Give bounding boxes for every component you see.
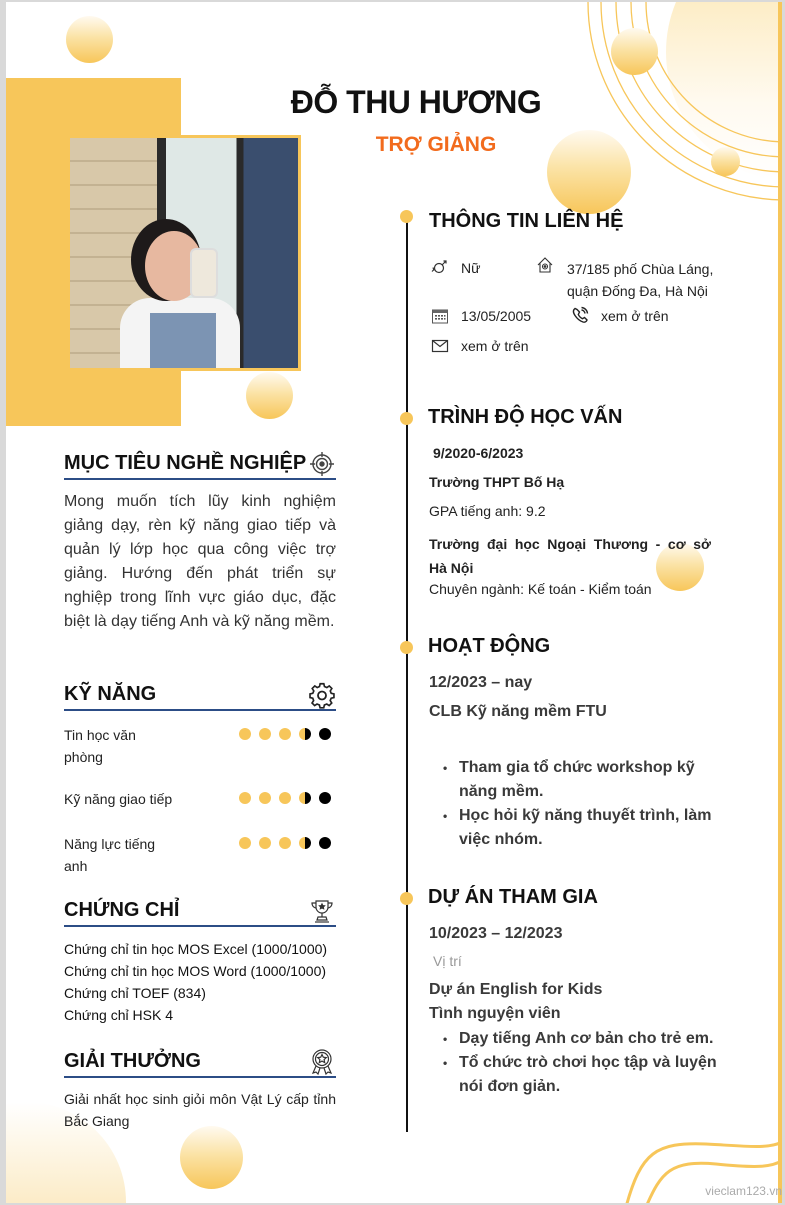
decorative-circle — [611, 28, 658, 75]
rating-dot-full — [239, 792, 251, 804]
rating-dot-full — [259, 837, 271, 849]
list-item: Chứng chỉ tin học MOS Excel (1000/1000) — [64, 941, 328, 957]
activities-bullet-list — [459, 756, 719, 852]
rating-dot-empty — [319, 837, 331, 849]
list-item: • Dạy tiếng Anh cơ bản cho trẻ em. — [459, 1027, 719, 1051]
objective-text: Mong muốn tích lũy kinh nghiệm giảng dạy, rèn kỹ năng giao tiếp và quản lý lớp học qua công việc trợ giảng. Hướng đến phát triển sự nghiệp trong lĩnh vực giáo dục, đặc biệt là dạy tiếng Anh và kỹ năng mềm. — [64, 493, 336, 630]
rating-dot-full — [259, 792, 271, 804]
projects-name: Dự án English for Kids — [429, 981, 603, 998]
timeline-line — [406, 216, 408, 1132]
rating-dot-half — [299, 837, 311, 849]
education-major: Chuyên ngành: Kế toán - Kiểm toán — [429, 581, 652, 597]
list-item: • Tham gia tổ chức workshop kỹ năng mềm. — [459, 756, 719, 804]
skill-label: Tin học văn phòng — [64, 727, 136, 765]
education-school-1: Trường THPT Bố Hạ — [429, 474, 565, 490]
rating-dot-full — [279, 837, 291, 849]
awards-text: Giải nhất học sinh giỏi môn Vật Lý cấp tỉnh Bắc Giang — [64, 1091, 336, 1129]
timeline-dot — [400, 412, 413, 425]
calendar-icon — [431, 307, 449, 325]
contact-section-title: THÔNG TIN LIÊN HỆ — [429, 210, 624, 232]
gender-icon — [431, 258, 449, 276]
home-location-icon — [536, 256, 554, 274]
rating-dot-full — [239, 837, 251, 849]
profile-photo — [67, 135, 301, 371]
right-border — [778, 2, 782, 1203]
candidate-role: TRỢ GIẢNG — [375, 133, 497, 156]
list-item: Chứng chỉ HSK 4 — [64, 1007, 173, 1023]
award-medal-icon — [308, 1048, 336, 1076]
decorative-circle — [246, 372, 293, 419]
education-school-2: Trường đại học Ngoại Thương - cơ sở Hà Nội — [429, 536, 711, 576]
education-gpa: GPA tiếng anh: 9.2 — [429, 503, 546, 519]
email-value: xem ở trên — [461, 338, 529, 354]
trophy-icon — [308, 897, 336, 925]
gear-icon — [308, 681, 336, 709]
rating-dot-empty — [319, 728, 331, 740]
birthday-value: 13/05/2005 — [461, 308, 532, 324]
projects-section-title: DỰ ÁN THAM GIA — [428, 886, 598, 908]
gender-value: Nữ — [461, 260, 481, 276]
phone-value: xem ở trên — [601, 308, 669, 324]
projects-role: Tình nguyện viên — [429, 1005, 561, 1022]
projects-position-placeholder: Vị trí — [433, 953, 462, 969]
rating-dot-full — [259, 728, 271, 740]
projects-period: 10/2023 – 12/2023 — [429, 925, 563, 942]
certificates-section-title: CHỨNG CHỈ — [64, 899, 336, 927]
rating-dot-full — [239, 728, 251, 740]
objective-section-title: MỤC TIÊU NGHỀ NGHIỆP — [64, 452, 336, 480]
timeline-dot — [400, 641, 413, 654]
awards-section-title: GIẢI THƯỞNG — [64, 1050, 336, 1078]
decorative-circle — [711, 147, 740, 176]
rating-dot-empty — [319, 792, 331, 804]
certificates-list — [64, 938, 344, 1026]
timeline-dot — [400, 892, 413, 905]
skills-section-title: KỸ NĂNG — [64, 683, 336, 711]
education-period: 9/2020-6/2023 — [433, 445, 524, 461]
cv-page — [6, 2, 782, 1203]
skill-rating — [239, 792, 331, 804]
rating-dot-half — [299, 728, 311, 740]
list-item: Chứng chỉ TOEF (834) — [64, 985, 206, 1001]
watermark: vieclam123.vn — [705, 1184, 782, 1198]
skill-label: Năng lực tiếng anh — [64, 836, 156, 874]
timeline-dot — [400, 210, 413, 223]
list-item: Chứng chỉ tin học MOS Word (1000/1000) — [64, 963, 327, 979]
address-value: 37/185 phố Chùa Láng, quận Đống Đa, Hà Nội — [567, 261, 714, 299]
activities-period: 12/2023 – nay — [429, 674, 533, 691]
list-item: • Học hỏi kỹ năng thuyết trình, làm việc nhóm. — [459, 804, 719, 852]
rating-dot-full — [279, 728, 291, 740]
activities-organization: CLB Kỹ năng mềm FTU — [429, 703, 607, 720]
education-section-title: TRÌNH ĐỘ HỌC VẤN — [428, 406, 623, 428]
decorative-circle — [66, 16, 113, 63]
skill-rating — [239, 728, 331, 740]
list-item: • Tổ chức trò chơi học tập và luyện nói đơn giản. — [459, 1051, 719, 1099]
skill-label: Kỹ năng giao tiếp — [64, 791, 173, 807]
target-icon — [308, 450, 336, 478]
mail-icon — [431, 337, 449, 355]
phone-icon — [571, 306, 589, 324]
decorative-circle — [180, 1126, 243, 1189]
rating-dot-full — [279, 792, 291, 804]
skill-rating — [239, 837, 331, 849]
projects-bullet-list — [459, 1027, 719, 1099]
candidate-name: ĐỖ THU HƯƠNG — [290, 84, 542, 120]
decorative-circle — [547, 130, 631, 214]
rating-dot-half — [299, 792, 311, 804]
activities-section-title: HOẠT ĐỘNG — [428, 635, 551, 657]
